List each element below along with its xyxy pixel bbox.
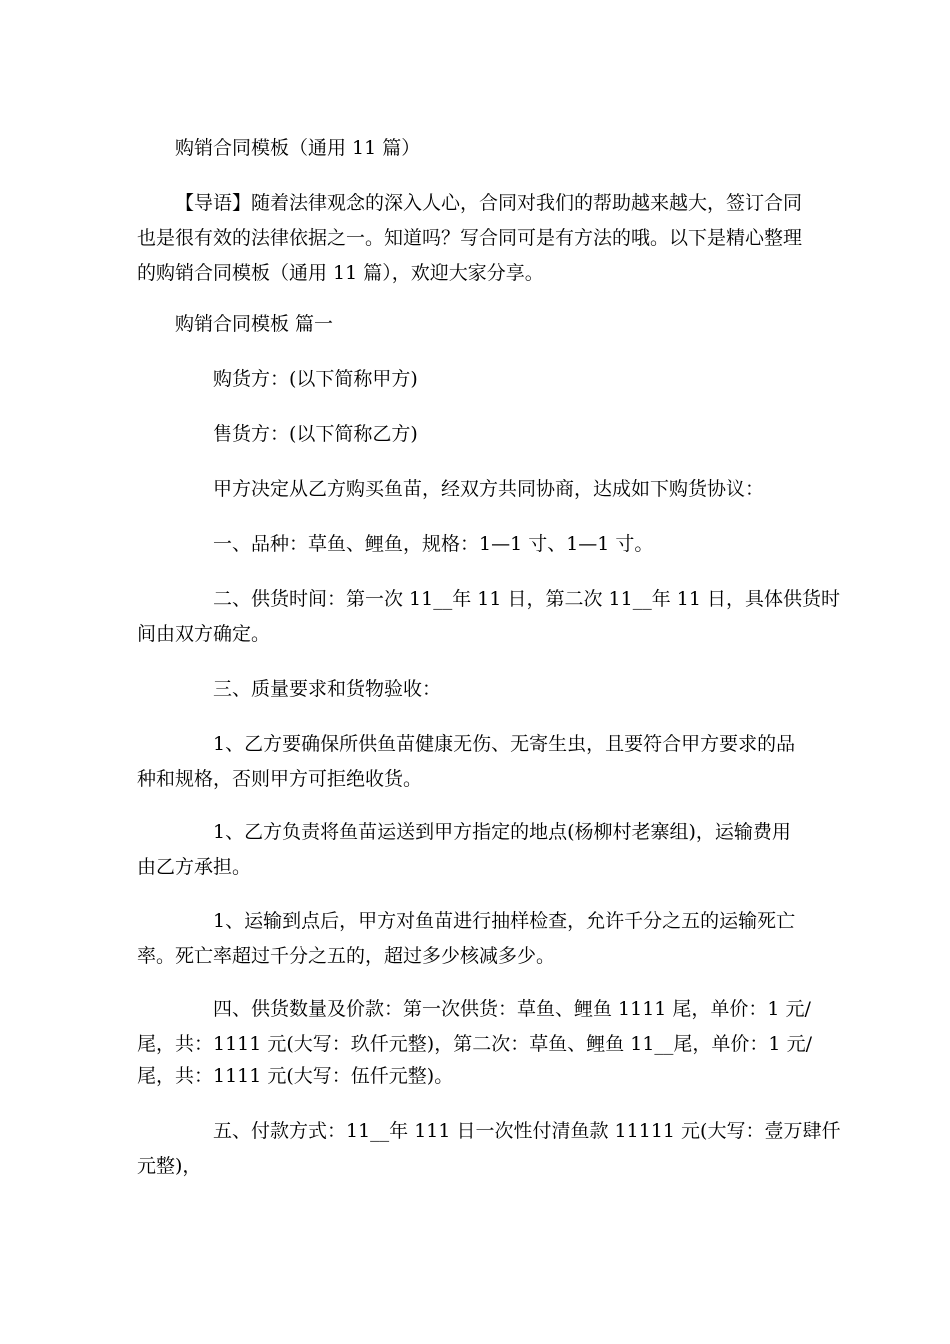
seller-line: 售货方：(以下简称乙方) xyxy=(213,423,418,445)
quality-item: 1、运输到点后，甲方对鱼苗进行抽样检查，允许千分之五的运输死亡 xyxy=(213,910,796,932)
clause-quantity-price: 尾，共：1111 元(大写：玖仟元整)，第二次：草鱼、鲤鱼 11__尾，单价：1 元/ xyxy=(137,1033,812,1055)
agreement-line: 甲方决定从乙方购买鱼苗，经双方共同协商，达成如下购货协议： xyxy=(213,478,765,500)
intro-line: 的购销合同模板（通用 11 篇），欢迎大家分享。 xyxy=(137,262,544,284)
section-title: 购销合同模板 篇一 xyxy=(175,313,334,335)
clause-payment: 五、付款方式：11__年 111 日一次性付清鱼款 11111 元(大写：壹万肆仟 xyxy=(213,1120,841,1142)
quality-item: 1、乙方要确保所供鱼苗健康无伤、无寄生虫，且要符合甲方要求的品 xyxy=(213,733,796,755)
quality-item: 率。死亡率超过千分之五的，超过多少核减多少。 xyxy=(137,945,556,967)
clause-payment: 元整)， xyxy=(137,1155,202,1177)
intro-line: 【导语】随着法律观念的深入人心，合同对我们的帮助越来越大，签订合同 xyxy=(175,192,803,214)
clause-quantity-price: 尾，共：1111 元(大写：伍仟元整)。 xyxy=(137,1065,454,1087)
clause-variety: 一、品种：草鱼、鲤鱼，规格：1—1 寸、1—1 寸。 xyxy=(213,533,654,555)
clause-quantity-price: 四、供货数量及价款：第一次供货：草鱼、鲤鱼 1111 尾，单价：1 元/ xyxy=(213,998,811,1020)
intro-line: 也是很有效的法律依据之一。知道吗？写合同可是有方法的哦。以下是精心整理 xyxy=(137,227,803,249)
quality-item: 由乙方承担。 xyxy=(137,856,252,878)
quality-item: 1、乙方负责将鱼苗运送到甲方指定的地点(杨柳村老寨组)，运输费用 xyxy=(213,821,791,843)
clause-supply-time: 二、供货时间：第一次 11__年 11 日，第二次 11__年 11 日，具体供货时 xyxy=(213,588,840,610)
buyer-line: 购货方：(以下简称甲方) xyxy=(213,368,418,390)
quality-item: 种和规格，否则甲方可拒绝收货。 xyxy=(137,768,423,790)
clause-quality: 三、质量要求和货物验收： xyxy=(213,678,442,700)
document-title: 购销合同模板（通用 11 篇） xyxy=(175,137,421,159)
clause-supply-time: 间由双方确定。 xyxy=(137,623,271,645)
